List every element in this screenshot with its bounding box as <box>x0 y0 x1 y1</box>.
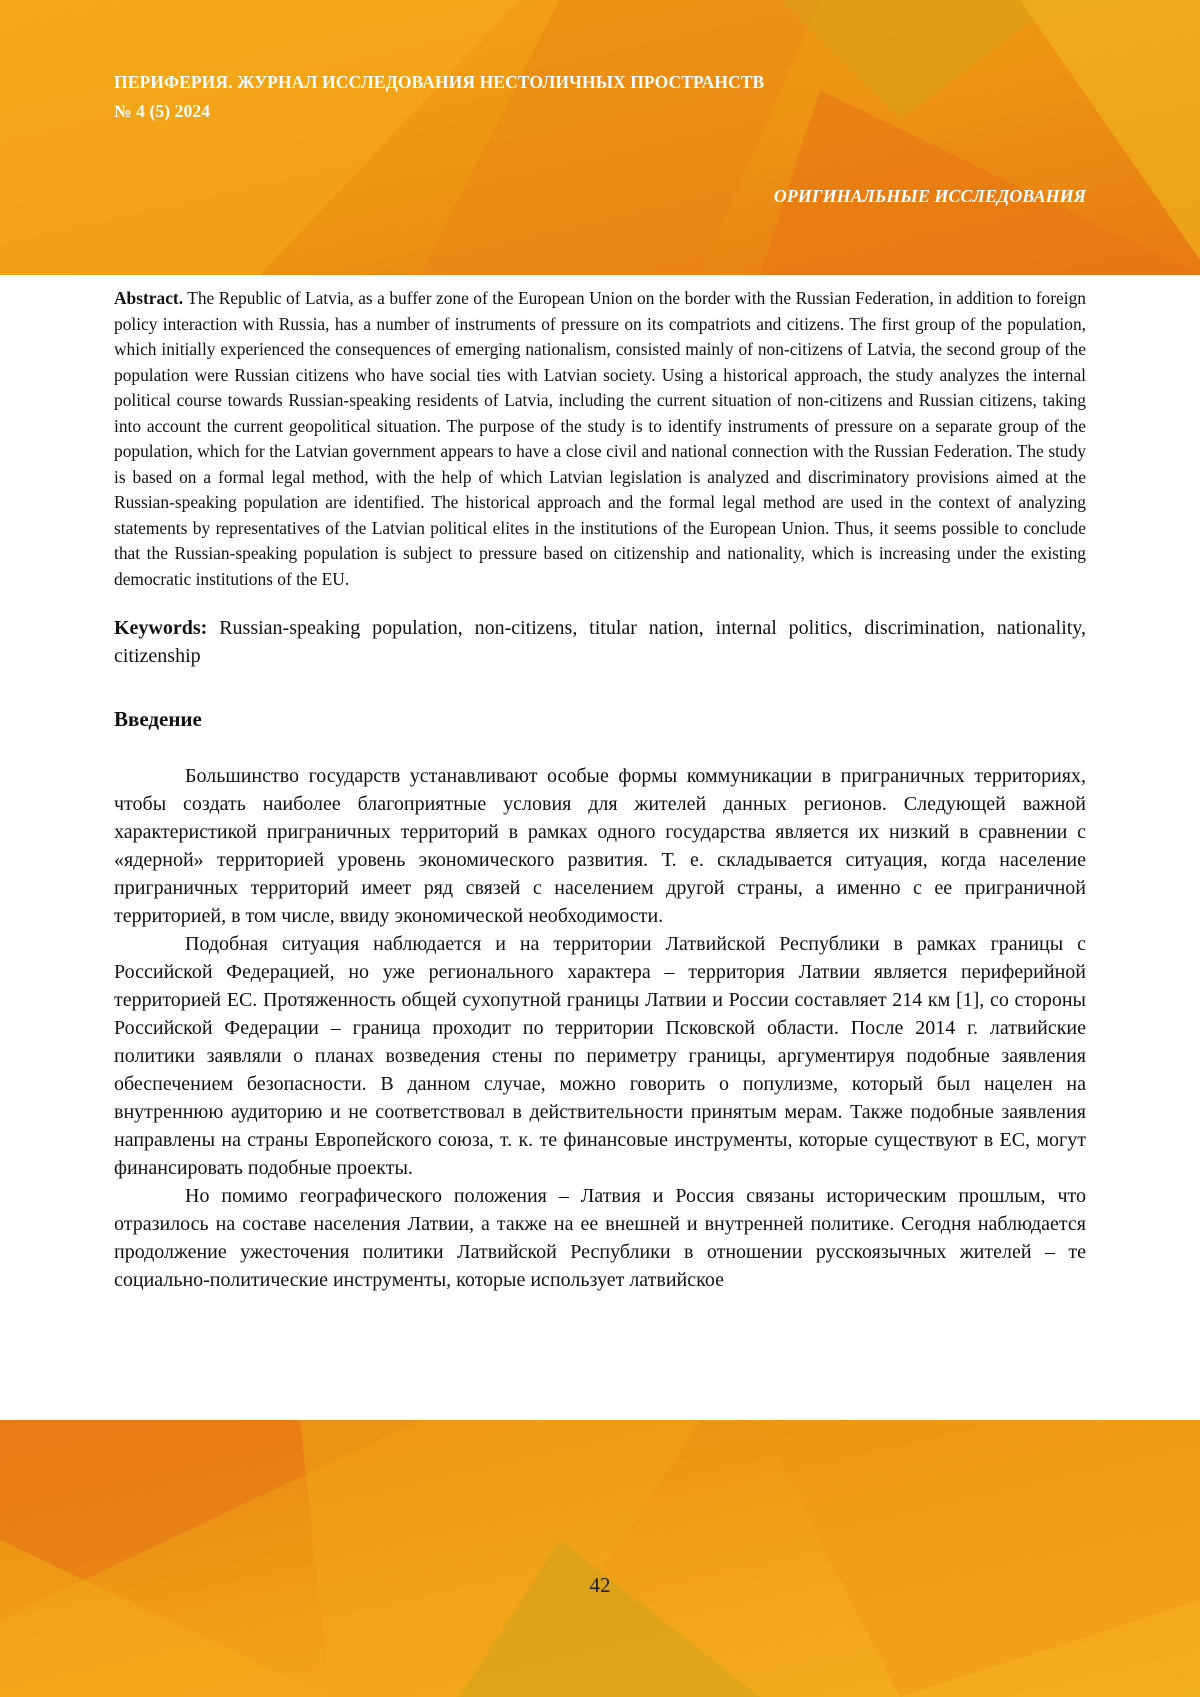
paragraph: Но помимо географического положения – Латвия и Россия связаны историческим прошлым, что отразилось на составе населения Латвии, а также на ее внешней и внутренней политике. Сегодня наблюдается продолжение ужесточения политики Латвийской Республики в отношении русскоязычных жителей – те социально-политические инструменты, которые использует латвийское <box>114 1185 1086 1291</box>
article-content <box>114 286 1086 1294</box>
footer-banner <box>0 1420 1200 1697</box>
journal-title: ПЕРИФЕРИЯ. ЖУРНАЛ ИССЛЕДОВАНИЯ НЕСТОЛИЧНЫХ ПРОСТРАНСТВ <box>114 72 765 92</box>
abstract <box>114 286 1086 592</box>
issue-number: № 4 (5) 2024 <box>114 101 211 121</box>
keywords-text: Russian-speaking population, non-citizens, titular nation, internal politics, discrimination, nationality, citizenship <box>114 617 1087 667</box>
body-text <box>114 762 1086 1294</box>
section-label: ОРИГИНАЛЬНЫЕ ИССЛЕДОВАНИЯ <box>773 186 1086 206</box>
header-background-pattern <box>0 0 1200 275</box>
keywords-label: Keywords: <box>114 617 208 639</box>
paragraph: Подобная ситуация наблюдается и на территории Латвийской Республики в рамках границы с Российской Федерацией, но уже регионального характера – территория Латвии является периферийной территорией ЕС. Протяженность общей сухопутной границы Латвии и России составляет 214 км [1], со стороны Российской Федерации – граница проходит по территории Псковской области. После 2014 г. латвийские политики заявляли о планах возведения стены по периметру границы, аргументируя подобные заявления обеспечением безопасности. В данном случае, можно говорить о популизме, который был нацелен на внутреннюю аудиторию и не соответствовал в действительности принятым мерам. Также подобные заявления направлены на страны Европейского союза, т. к. те финансовые инструменты, которые существуют в ЕС, могут финансировать подобные проекты. <box>114 933 1086 1179</box>
paragraph: Большинство государств устанавливают особые формы коммуникации в приграничных территориях, чтобы создать наиболее благоприятные условия для жителей данных регионов. Следующей важной характеристикой приграничных территорий в рамках одного государства является их низкий в сравнении с «ядерной» территорией уровень экономического развития. Т. е. складывается ситуация, когда население приграничных территорий имеет ряд связей с населением другой страны, а именно с ее приграничной территорией, в том числе, ввиду экономической необходимости. <box>114 765 1086 927</box>
page-number: 42 <box>589 1573 611 1597</box>
footer-background-pattern <box>0 1420 1200 1697</box>
keywords <box>114 614 1086 670</box>
section-heading: Введение <box>114 707 202 731</box>
header-banner <box>0 0 1200 275</box>
abstract-text: The Republic of Latvia, as a buffer zone of the European Union on the border with the Russian Federation, in addition to foreign policy interaction with Russia, has a number of instruments of pressure on its compatriots and citizens. The first group of the population, which initially experienced the consequences of emerging nationalism, consisted mainly of non-citizens of Latvia, the second group of the population were Russian citizens who have social ties with Latvian society. Using a historical approach, the study analyzes the internal political course towards Russian-speaking residents of Latvia, including the current situation of non-citizens and Russian citizens, taking into account the current geopolitical situation. The purpose of the study is to identify instruments of pressure on a separate group of the population, which for the Latvian government appears to have a close civil and national connection with the Russian Federation. The study is based on a formal legal method, with the help of which Latvian legislation is analyzed and discriminatory provisions aimed at the Russian-speaking population are identified. The historical approach and the formal legal method are used in the context of analyzing statements by representatives of the Latvian political elites in the institutions of the European Union. Thus, it seems possible to conclude that the Russian-speaking population is subject to pressure based on citizenship and nationality, which is increasing under the existing democratic institutions of the EU. <box>114 288 1086 589</box>
abstract-label: Abstract. <box>114 288 184 308</box>
